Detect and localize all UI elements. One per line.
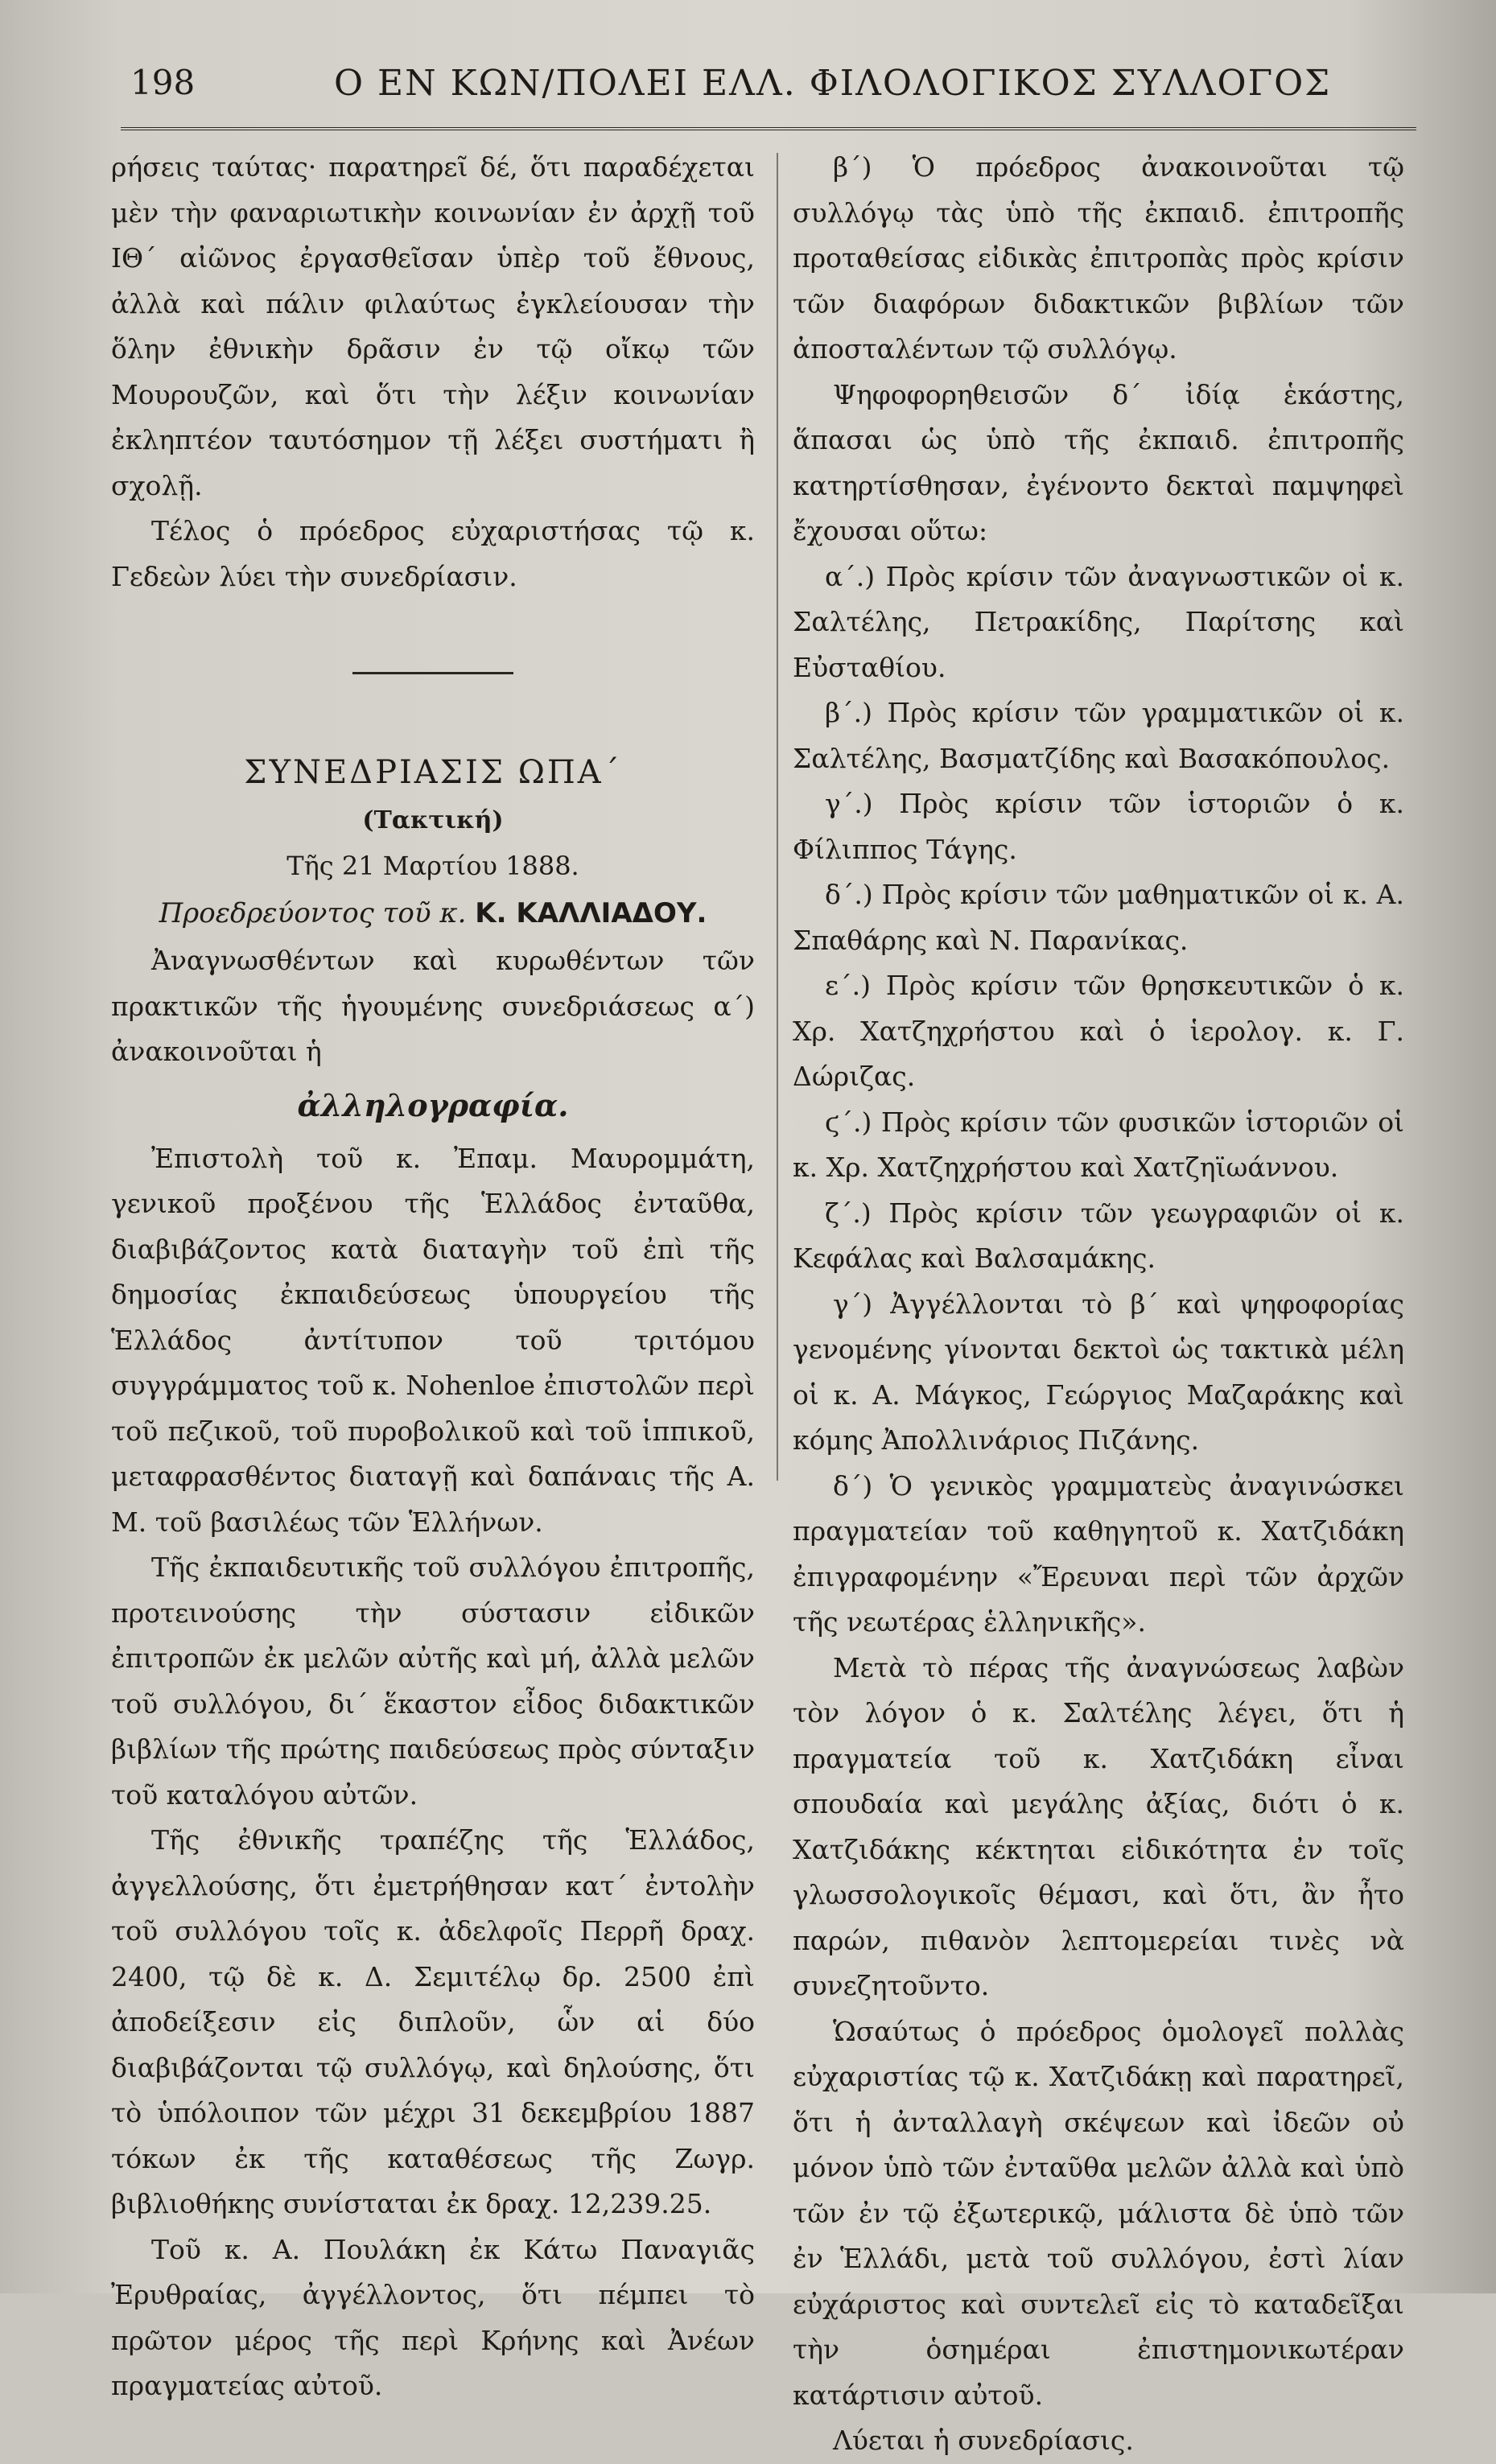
- section-divider: [352, 672, 513, 674]
- running-title: Ο ΕΝ ΚΩΝ/ΠΟΛΕΙ ΕΛΛ. ΦΙΛΟΛΟΓΙΚΟΣ ΣΥΛΛΟΓΟΣ: [334, 63, 1332, 104]
- right-paragraph-5: Μετὰ τὸ πέρας τῆς ἀναγνώσεως λαβὼν τὸν λόγον ὁ κ. Σαλτέλης λέγει, ὅτι ἡ πραγματεία τοῦ κ. Χατζιδάκη εἶναι σπουδαία καὶ μεγάλης ἀξίας, διότι ὁ κ. Χατζιδάκης κέκτηται εἰδικότητα ἐν τοῖς γλωσσολογικοῖς θέμασι, καὶ ὅτι, ἂν ἦτο παρών, πιθανὸν λεπτομερείαι τινὲς νὰ συνεζητοῦντο.: [793, 1651, 1404, 2001]
- left-paragraph-5: Τῆς ἐκπαιδευτικῆς τοῦ συλλόγου ἐπιτροπῆς, προτεινούσης τὴν σύστασιν εἰδικῶν ἐπιτροπῶν ἐκ μελῶν αὐτῆς καὶ μή, ἀλλὰ μελῶν τοῦ συλλόγου, δι΄ ἕκαστον εἶδος διδακτικῶν βιβλίων τῆς πρώτης παιδεύσεως πρὸς σύνταξιν τοῦ καταλόγου αὐτῶν.: [111, 1551, 755, 1811]
- right-column: [793, 145, 1404, 2464]
- left-paragraph-6: Τῆς ἐθνικῆς τραπέζης τῆς Ἑλλάδος, ἀγγελλούσης, ὅτι ἐμετρήθησαν κατ΄ ἐντολὴν τοῦ συλλόγου τοῖς κ. ἀδελφοῖς Περρῆ δραχ. 2400, τῷ δὲ κ. Δ. Σεμιτέλῳ δρ. 2500 ἐπὶ ἀποδείξεσιν εἰς διπλοῦν, ὧν αἱ δύο διαβιβάζονται τῷ συλλόγῳ, καὶ δηλούσης, ὅτι τὸ ὑπόλοιπον τῶν μέχρι 31 δεκεμβρίου 1887 τόκων ἐκ τῆς καταθέσεως τῆς Ζωγρ. βιβλιοθήκης συνίσταται ἐκ δραχ. 12,239.25.: [111, 1824, 755, 2219]
- page-header: [121, 63, 1416, 130]
- right-paragraph-7: Λύεται ἡ συνεδρίασις.: [833, 2425, 1134, 2456]
- correspondence-heading: ἀλληλογραφία.: [297, 1086, 569, 1123]
- right-paragraph-1: β΄) Ὁ πρόεδρος ἀνακοινοῦται τῷ συλλόγῳ τὰς ὑπὸ τῆς ἐκπαιδ. ἐπιτροπῆς προταθείσας εἰδικὰς ἐπιτροπὰς πρὸς κρίσιν τῶν διαφόρων διδακτικῶν βιβλίων τῶν ἀποσταλέντων τῷ συλλόγῳ.: [793, 151, 1404, 365]
- presidency-name: Κ. ΚΑΛΛΙΑΔΟΥ.: [475, 897, 707, 929]
- session-title: ΣΥΝΕΔΡΙΑΣΙΣ ΩΠΑ΄: [244, 754, 622, 791]
- session-date: Τῆς 21 Μαρτίου 1888.: [286, 851, 579, 881]
- right-paragraph-6: Ὡσαύτως ὁ πρόεδρος ὁμολογεῖ πολλὰς εὐχαριστίας τῷ κ. Χατζιδάκῃ καὶ παρατηρεῖ, ὅτι ἡ ἀνταλλαγὴ σκέψεων καὶ ἰδεῶν οὐ μόνον ὑπὸ τῶν ἐνταῦθα μελῶν ἀλλὰ καὶ ὑπὸ τῶν ἐν τῷ ἐξωτερικῷ, μάλιστα δὲ ὑπὸ τῶν ἐν Ἑλλάδι, μετὰ τοῦ συλλόγου, ἐστὶ λίαν εὐχάριστος καὶ συντελεῖ εἰς τὸ καταδεῖξαι τὴν ὁσημέραι ἐπιστημονικωτέραν κατάρτισιν αὐτοῦ.: [793, 2015, 1404, 2411]
- committee-item: δ΄.) Πρὸς κρίσιν τῶν μαθηματικῶν οἱ κ. Α. Σπαθάρης καὶ Ν. Παρανίκας.: [793, 879, 1404, 956]
- committee-item: β΄.) Πρὸς κρίσιν τῶν γραμματικῶν οἱ κ. Σαλτέλης, Βασματζίδης καὶ Βασακόπουλος.: [793, 697, 1404, 774]
- left-paragraph-7: Τοῦ κ. Α. Πουλάκη ἐκ Κάτω Παναγιᾶς Ἐρυθραίας, ἀγγέλλοντος, ὅτι πέμπει τὸ πρῶτον μέρος τῆς περὶ Κρήνης καὶ Ἀνέων πραγματείας αὐτοῦ.: [111, 2233, 755, 2401]
- presidency-line: [111, 888, 755, 938]
- committee-item: γ΄.) Πρὸς κρίσιν τῶν ἱστοριῶν ὁ κ. Φίλιππος Τάγης.: [793, 788, 1404, 865]
- right-paragraph-2: Ψηφοφορηθεισῶν δ΄ ἰδίᾳ ἑκάστης, ἅπασαι ὡς ὑπὸ τῆς ἐκπαιδ. ἐπιτροπῆς κατηρτίσθησαν, ἐγένοντο δεκταὶ παμψηφεὶ ἔχουσαι οὕτω:: [793, 378, 1404, 546]
- left-paragraph-1: ρήσεις ταύτας· παρατηρεῖ δέ, ὅτι παραδέχεται μὲν τὴν φαναριωτικὴν κοινωνίαν ἐν ἀρχῇ τοῦ ΙΘ΄ αἰῶνος ἐργασθεῖσαν ὑπὲρ τοῦ ἔθνους, ἀλλὰ καὶ πάλιν φιλαύτως ἐγκλείουσαν τὴν ὅλην ἐθνικὴν δρᾶσιν ἐν τῷ οἴκῳ τῶν Μουρουζῶν, καὶ ὅτι τὴν λέξιν κοινωνίαν ἐκληπτέον ταυτόσημον τῇ λέξει συστήματι ἢ σχολῇ.: [111, 151, 755, 501]
- page-number: 198: [130, 63, 196, 102]
- left-column: [111, 145, 755, 2409]
- left-paragraph-3: Ἀναγνωσθέντων καὶ κυρωθέντων τῶν πρακτικῶν τῆς ἡγουμένης συνεδριάσεως α΄) ἀνακοινοῦται ἡ: [111, 945, 755, 1067]
- presidency-prefix: Προεδρεύοντος τοῦ κ.: [159, 897, 467, 929]
- right-paragraph-3: γ΄) Ἀγγέλλονται τὸ β΄ καὶ ψηφοφορίας γενομένης γίνονται δεκτοὶ ὡς τακτικὰ μέλη οἱ κ. Α. Μάγκος, Γεώργιος Μαζαράκης καὶ κόμης Ἀπολλινάριος Πιζάνης.: [793, 1288, 1404, 1456]
- committee-item: ζ΄.) Πρὸς κρίσιν τῶν γεωγραφιῶν οἱ κ. Κεφάλας καὶ Βαλσαμάκης.: [793, 1197, 1404, 1274]
- committee-item: ϛ΄.) Πρὸς κρίσιν τῶν φυσικῶν ἱστοριῶν οἱ κ. Χρ. Χατζηχρήστου καὶ Χατζηϊωάννου.: [793, 1106, 1404, 1183]
- right-paragraph-4: δ΄) Ὁ γενικὸς γραμματεὺς ἀναγινώσκει πραγματείαν τοῦ καθηγητοῦ κ. Χατζιδάκη ἐπιγραφομένην «Ἔρευναι περὶ τῶν ἀρχῶν τῆς νεωτέρας ἑλληνικῆς».: [793, 1469, 1404, 1638]
- column-rule: [777, 153, 778, 1481]
- left-paragraph-4: Ἐπιστολὴ τοῦ κ. Ἐπαμ. Μαυρομμάτη, γενικοῦ προξένου τῆς Ἑλλάδος ἐνταῦθα, διαβιβάζοντος κατὰ διαταγὴν τοῦ ἐπὶ τῆς δημοσίας ἐκπαιδεύσεως ὑπουργείου τῆς Ἑλλάδος ἀντίτυπον τοῦ τριτόμου συγγράμματος τοῦ κ. Nohenloe ἐπιστολῶν περὶ τοῦ πεζικοῦ, τοῦ πυροβολικοῦ καὶ τοῦ ἱππικοῦ, μεταφρασθέντος διαταγῇ καὶ δαπάναις τῆς Α. Μ. τοῦ βασιλέως τῶν Ἑλλήνων.: [111, 1142, 755, 1538]
- committee-item: α΄.) Πρὸς κρίσιν τῶν ἀναγνωστικῶν οἱ κ. Σαλτέλης, Πετρακίδης, Παρίτσης καὶ Εὐσταθίου.: [793, 560, 1404, 683]
- left-paragraph-2: Τέλος ὁ πρόεδρος εὐχαριστήσας τῷ κ. Γεδεὼν λύει τὴν συνεδρίασιν.: [111, 515, 755, 592]
- session-type: (Τακτική): [362, 806, 504, 834]
- committee-item: ε΄.) Πρὸς κρίσιν τῶν θρησκευτικῶν ὁ κ. Χρ. Χατζηχρήστου καὶ ὁ ἱερολογ. κ. Γ. Δώριζας.: [793, 970, 1404, 1092]
